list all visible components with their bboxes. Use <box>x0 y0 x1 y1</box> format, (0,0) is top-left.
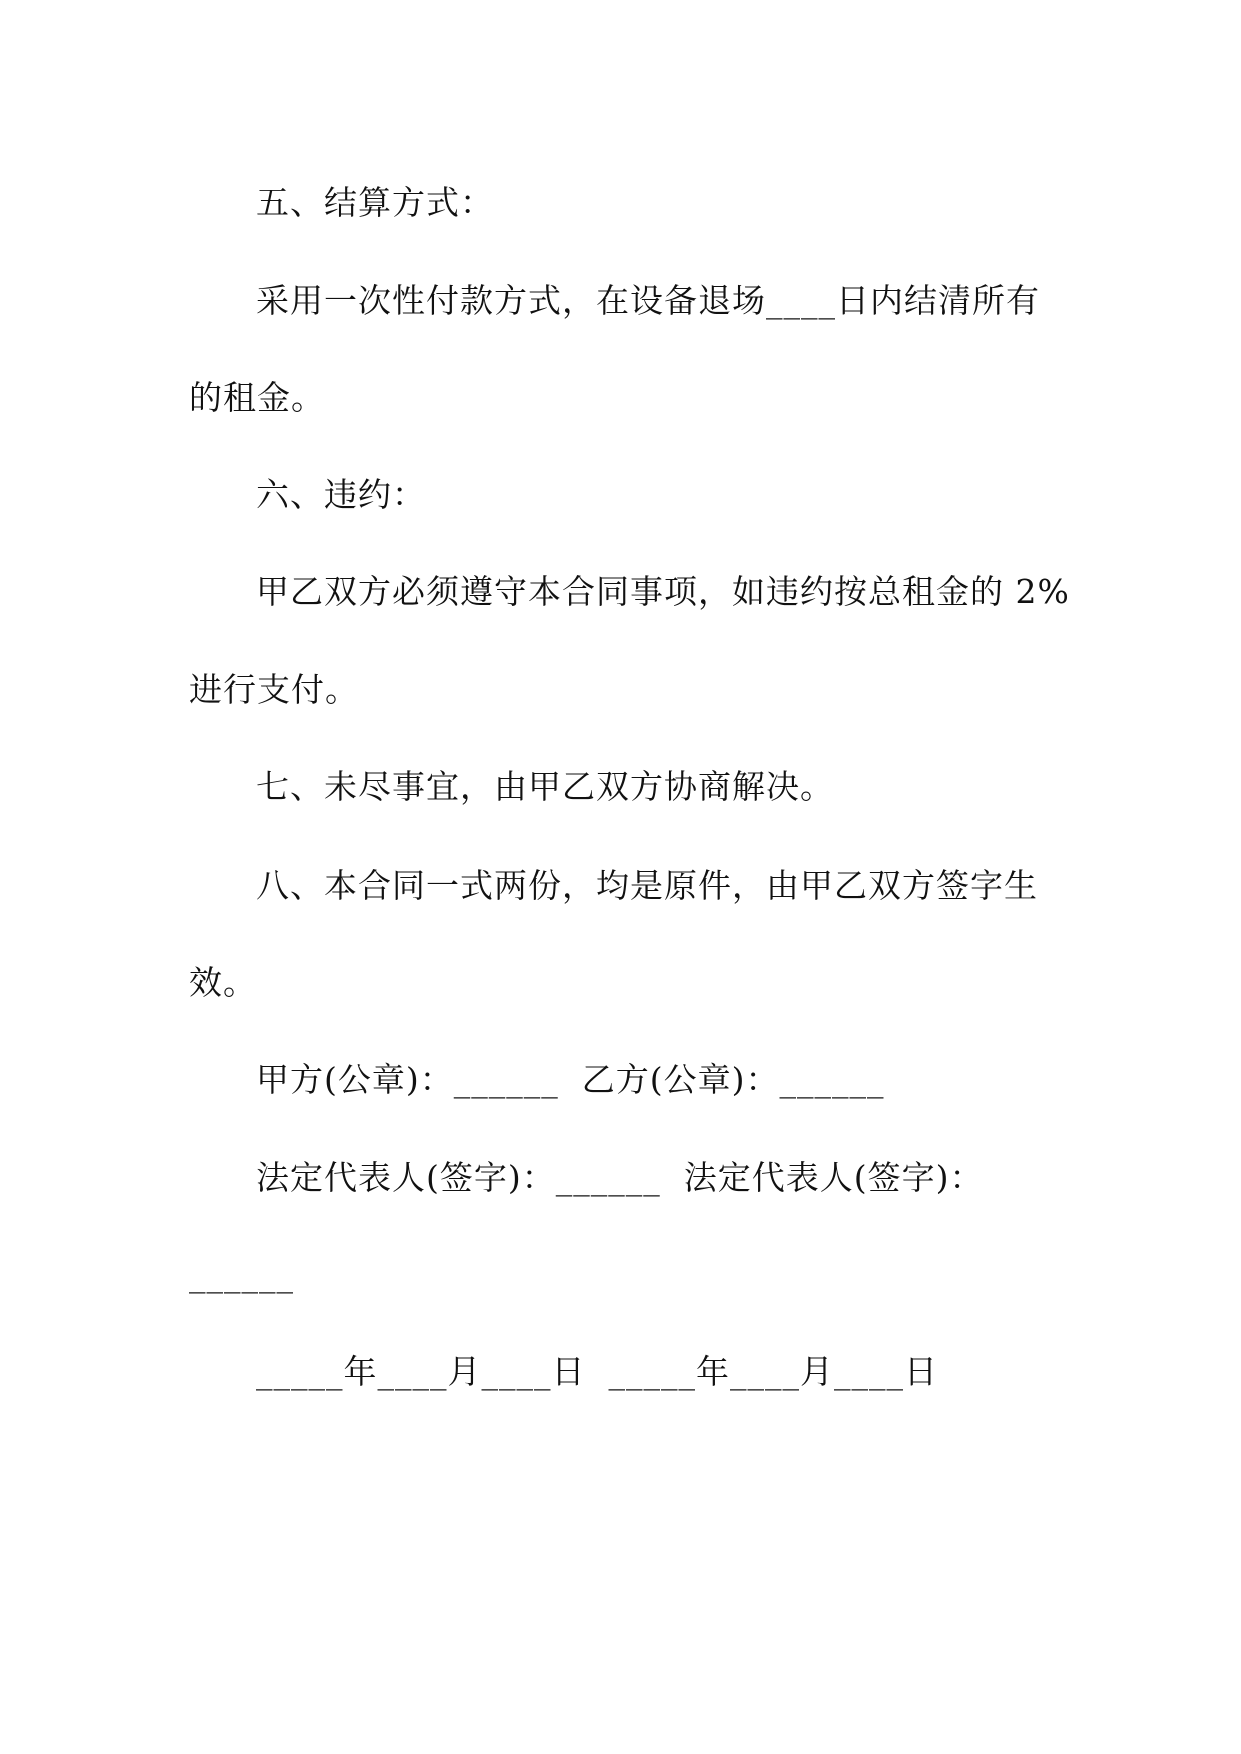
legal-representative-line-2: ______ <box>189 1255 294 1294</box>
section-8-text-line-1: 八、本合同一式两份，均是原件，由甲乙双方签字生 <box>256 866 1038 905</box>
section-7-text: 七、未尽事宜，由甲乙双方协商解决。 <box>256 767 834 806</box>
date-line: _____年____月____日 _____年____月____日 <box>256 1352 938 1391</box>
section-5-body-line-2: 的租金。 <box>189 378 325 417</box>
section-5-body-line-1: 采用一次性付款方式，在设备退场____日内结清所有 <box>256 281 1040 320</box>
section-8-text-line-2: 效。 <box>189 963 257 1002</box>
party-seal-line: 甲方(公章)：______ 乙方(公章)：______ <box>256 1060 885 1099</box>
section-6-body-line-2: 进行支付。 <box>189 670 359 709</box>
section-5-heading: 五、结算方式： <box>256 183 494 222</box>
legal-representative-line-1: 法定代表人(签字)：______ 法定代表人(签字)： <box>256 1158 984 1197</box>
section-6-body-line-1: 甲乙双方必须遵守本合同事项，如违约按总租金的 2% <box>256 572 1070 611</box>
section-6-heading: 六、违约： <box>256 475 426 514</box>
